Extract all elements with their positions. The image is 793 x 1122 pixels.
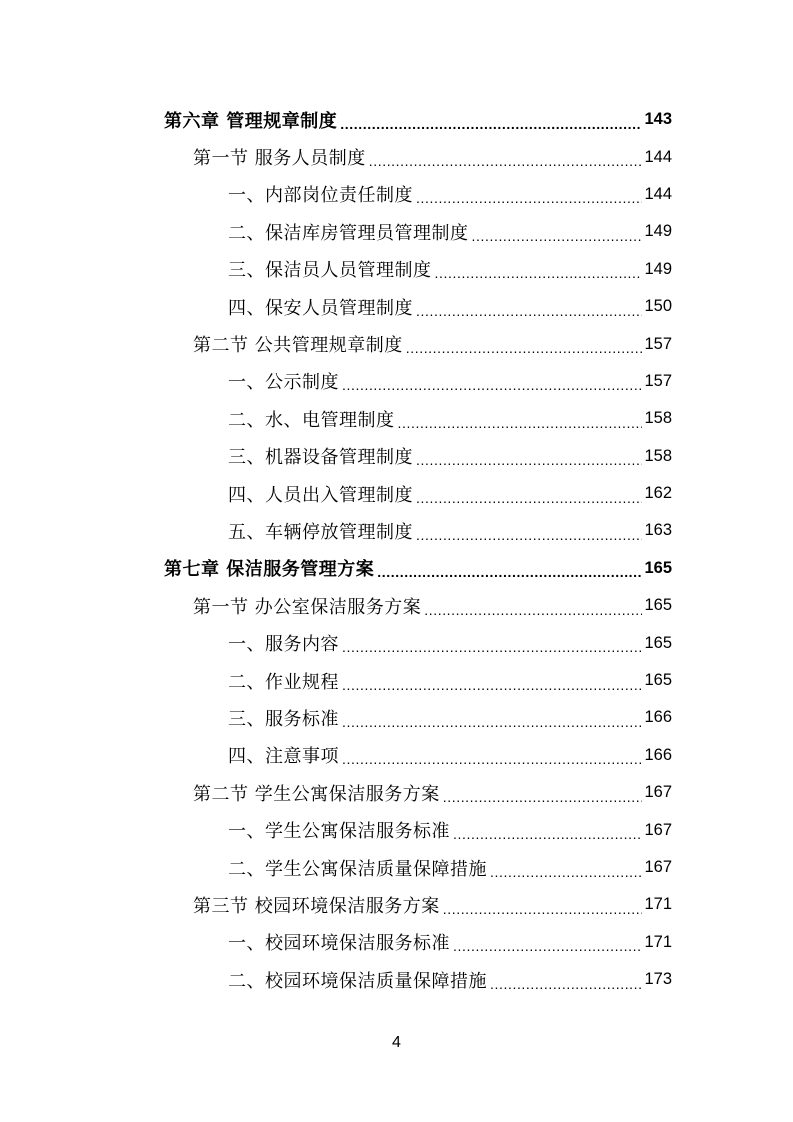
toc-entry-page-number: 171 xyxy=(644,895,672,914)
toc-subsection-entry[interactable] xyxy=(0,251,793,288)
toc-subsection-entry[interactable] xyxy=(0,737,793,774)
toc-subsection-entry[interactable] xyxy=(0,213,793,250)
toc-entry-page-number: 163 xyxy=(644,521,672,540)
toc-subsection-entry[interactable] xyxy=(0,512,793,549)
toc-dot-leader xyxy=(443,898,643,916)
toc-entry-label: 二、校园环境保洁质量保障措施 xyxy=(228,970,487,992)
toc-subsection-entry[interactable] xyxy=(0,624,793,661)
toc-entry-page-number: 165 xyxy=(644,558,672,577)
toc-chapter-entry[interactable] xyxy=(0,101,793,138)
toc-dot-leader xyxy=(398,412,643,430)
toc-entry-label: 第六章 管理规章制度 xyxy=(164,110,338,132)
toc-entry-page-number: 144 xyxy=(644,184,672,203)
toc-dot-leader xyxy=(377,561,642,579)
toc-entry-page-number: 166 xyxy=(644,708,672,727)
toc-entry-page-number: 166 xyxy=(644,745,672,764)
toc-dot-leader xyxy=(416,524,642,542)
toc-section-entry[interactable] xyxy=(0,138,793,175)
toc-subsection-entry[interactable] xyxy=(0,400,793,437)
toc-dot-leader xyxy=(342,374,642,392)
toc-dot-leader xyxy=(369,150,643,168)
toc-dot-leader xyxy=(453,935,642,953)
toc-subsection-entry[interactable] xyxy=(0,288,793,325)
toc-subsection-entry[interactable] xyxy=(0,662,793,699)
toc-entry-label: 二、学生公寓保洁质量保障措施 xyxy=(228,858,487,880)
toc-chapter-entry[interactable] xyxy=(0,550,793,587)
toc-entry-label: 四、保安人员管理制度 xyxy=(228,297,413,319)
toc-entry-page-number: 167 xyxy=(644,820,672,839)
toc-entry-page-number: 149 xyxy=(644,222,672,241)
toc-dot-leader xyxy=(340,113,642,131)
toc-entry-label: 二、保洁库房管理员管理制度 xyxy=(228,222,469,244)
toc-entry-page-number: 162 xyxy=(644,484,672,503)
toc-entry-page-number: 171 xyxy=(644,932,672,951)
toc-entry-page-number: 158 xyxy=(644,409,672,428)
toc-entry-label: 三、机器设备管理制度 xyxy=(228,447,413,469)
toc-entry-page-number: 149 xyxy=(644,259,672,278)
toc-dot-leader xyxy=(406,337,643,355)
page-number: 4 xyxy=(392,1034,401,1051)
toc-entry-page-number: 167 xyxy=(644,858,672,876)
toc-section-entry[interactable] xyxy=(0,587,793,624)
toc-subsection-entry[interactable] xyxy=(0,475,793,512)
toc-entry-label: 第二节 学生公寓保洁服务方案 xyxy=(193,783,440,805)
toc-entry-page-number: 157 xyxy=(644,371,672,390)
toc-subsection-entry[interactable] xyxy=(0,811,793,848)
toc-entry-label: 三、服务标准 xyxy=(228,708,339,730)
toc-entry-label: 第七章 保洁服务管理方案 xyxy=(164,559,375,581)
toc-entry-label: 一、公示制度 xyxy=(228,372,339,394)
toc-entry-label: 一、内部岗位责任制度 xyxy=(228,185,413,207)
toc-entry-label: 四、人员出入管理制度 xyxy=(228,484,413,506)
toc-dot-leader xyxy=(424,599,642,617)
toc-dot-leader xyxy=(342,636,642,654)
toc-entry-page-number: 165 xyxy=(644,633,672,652)
toc-dot-leader xyxy=(342,748,642,766)
toc-dot-leader xyxy=(342,711,642,729)
toc-entry-page-number: 150 xyxy=(644,297,672,316)
toc-entry-page-number: 158 xyxy=(644,446,672,465)
toc-section-entry[interactable] xyxy=(0,886,793,923)
toc-subsection-entry[interactable] xyxy=(0,699,793,736)
toc-entry-page-number: 165 xyxy=(644,671,672,690)
toc-entry-page-number: 167 xyxy=(644,783,672,802)
toc-entry-label: 第一节 服务人员制度 xyxy=(193,148,366,170)
toc-entry-label: 一、学生公寓保洁服务标准 xyxy=(228,821,450,843)
toc-dot-leader xyxy=(416,187,642,205)
toc-section-entry[interactable] xyxy=(0,774,793,811)
toc-dot-leader xyxy=(416,487,642,505)
toc-entry-label: 四、注意事项 xyxy=(228,746,339,768)
toc-entry-label: 第二节 公共管理规章制度 xyxy=(193,335,403,357)
toc-dot-leader xyxy=(472,225,643,243)
toc-entry-page-number: 157 xyxy=(644,334,672,353)
toc-subsection-entry[interactable] xyxy=(0,176,793,213)
toc-subsection-entry[interactable] xyxy=(0,849,793,886)
toc-entry-page-number: 144 xyxy=(644,147,672,166)
toc-section-entry[interactable] xyxy=(0,325,793,362)
toc-dot-leader xyxy=(416,449,642,467)
toc-dot-leader xyxy=(342,674,642,692)
toc-entry-label: 一、服务内容 xyxy=(228,634,339,656)
toc-subsection-entry[interactable] xyxy=(0,924,793,961)
toc-subsection-entry[interactable] xyxy=(0,363,793,400)
toc-dot-leader xyxy=(443,786,643,804)
toc-entry-page-number: 143 xyxy=(644,110,672,129)
toc-entry-label: 三、保洁员人员管理制度 xyxy=(228,260,432,282)
table-of-contents xyxy=(0,101,793,998)
toc-entry-label: 二、作业规程 xyxy=(228,671,339,693)
toc-subsection-entry[interactable] xyxy=(0,438,793,475)
toc-dot-leader xyxy=(435,262,643,280)
toc-subsection-entry[interactable] xyxy=(0,961,793,998)
toc-entry-label: 第三节 校园环境保洁服务方案 xyxy=(193,895,440,917)
toc-entry-page-number: 173 xyxy=(644,970,672,989)
toc-entry-page-number: 165 xyxy=(644,596,672,615)
toc-entry-label: 五、车辆停放管理制度 xyxy=(228,521,413,543)
toc-entry-label: 一、校园环境保洁服务标准 xyxy=(228,933,450,955)
toc-dot-leader xyxy=(453,823,642,841)
toc-dot-leader xyxy=(490,973,642,991)
toc-dot-leader xyxy=(416,300,642,318)
toc-dot-leader xyxy=(490,861,642,879)
toc-entry-label: 二、水、电管理制度 xyxy=(228,409,395,431)
toc-entry-label: 第一节 办公室保洁服务方案 xyxy=(193,596,422,618)
